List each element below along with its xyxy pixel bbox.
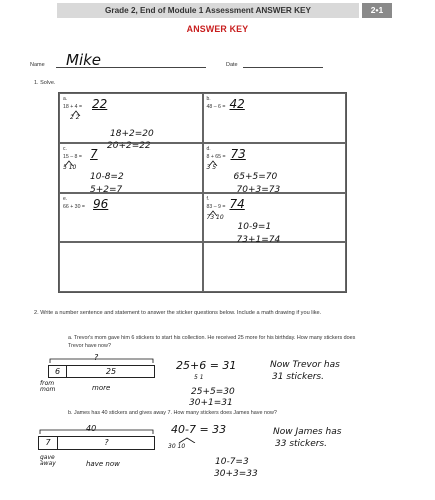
problem-cell-b	[203, 93, 347, 143]
tape-label: have now	[86, 460, 120, 468]
split-numbers: 5 1	[194, 374, 204, 381]
cell-answer: 73	[230, 146, 246, 161]
work-line: 10-7=3	[215, 457, 249, 467]
cell-answer: 96	[93, 196, 109, 211]
work-line: 30+3=33	[214, 469, 258, 479]
tape-part: 25	[105, 367, 117, 376]
tape-total: ?	[94, 353, 99, 362]
tape-diagram-a	[48, 365, 155, 378]
tape-label: from mom	[40, 380, 56, 393]
tape-diagram-b	[38, 436, 155, 450]
equation: 40-7 = 33	[171, 423, 227, 436]
tape-bracket	[38, 427, 158, 435]
tape-label: more	[92, 384, 111, 392]
cell-answer: 42	[229, 97, 245, 111]
problem-cell-c	[59, 143, 203, 193]
cell-answer: 7	[90, 146, 98, 161]
cell-problem: 66 + 30 =	[63, 203, 85, 210]
cell-answer: 74	[229, 196, 245, 211]
problem-cell-f	[203, 193, 347, 243]
tape-label: gave away	[40, 454, 56, 467]
cell-problem: 18 + 4 =	[63, 104, 83, 110]
cell-answer: 22	[92, 97, 108, 111]
empty-cell	[203, 242, 347, 292]
name-value: Mike	[66, 51, 102, 69]
cell-letter: c.	[63, 145, 67, 152]
cell-letter: b.	[206, 96, 211, 102]
split-numbers: 30 10	[168, 443, 186, 450]
split-numbers: 3 5	[206, 163, 217, 171]
tape-bracket	[48, 356, 158, 364]
tape-total: 40	[86, 424, 97, 433]
date-field[interactable]	[243, 67, 323, 68]
work-line: 18+2=20	[110, 129, 154, 139]
date-label: Date	[226, 62, 238, 68]
work-line: 25+5=30	[191, 387, 235, 397]
statement-line: 33 stickers.	[275, 439, 327, 449]
work-line: 10-9=1	[237, 221, 272, 232]
tape-part: 6	[49, 366, 67, 377]
split-numbers: 2 2	[70, 114, 80, 121]
work-line: 65+5=70	[233, 171, 278, 182]
problem-grid	[58, 92, 347, 293]
work-line: 5+2=7	[90, 184, 123, 195]
empty-cell	[59, 242, 203, 292]
cell-letter: a.	[63, 96, 68, 102]
module-badge: 2•1	[362, 3, 392, 18]
cell-letter: f.	[206, 195, 210, 202]
cell-problem: 8 + 65 =	[206, 153, 226, 160]
cell-problem: 83 – 9 =	[206, 203, 226, 210]
problem-cell-a	[59, 93, 203, 151]
split-numbers: 73 10	[206, 213, 224, 221]
answer-key-heading: ANSWER KEY	[186, 24, 249, 34]
statement-line: Now Trevor has	[270, 360, 340, 370]
question-1-label: 1. Solve.	[34, 80, 56, 86]
question-2b-text: b. James has 40 stickers and gives away 7. How many stickers does James have now?	[68, 410, 277, 416]
work-line: 20+2=22	[107, 141, 151, 151]
cell-letter: d.	[206, 145, 211, 152]
problem-cell-d	[203, 143, 347, 193]
cell-problem: 48 – 6 =	[206, 104, 226, 110]
header-title: Grade 2, End of Module 1 Assessment ANSWER KEY	[57, 3, 359, 18]
problem-cell-e	[59, 193, 203, 243]
work-line: 73+1=74	[236, 234, 281, 245]
equation: 25+6 = 31	[176, 359, 237, 372]
tape-part: 7	[39, 437, 58, 449]
question-2-prompt: 2. Write a number sentence and statement to answer the sticker questions below. Include a math drawing if you like.	[34, 310, 322, 316]
cell-letter: e.	[63, 195, 68, 202]
question-2a-text: a. Trevor's mom gave him 6 stickers to start his collection. He received 25 more for his birthday. How many stickers does Trevor have now?	[68, 335, 356, 349]
work-line: 70+3=73	[236, 184, 281, 195]
split-numbers: 5 10	[63, 163, 77, 171]
work-line: 30+1=31	[189, 398, 233, 408]
cell-problem: 15 – 8 =	[63, 153, 82, 160]
tape-part: ?	[104, 438, 109, 447]
name-label: Name	[30, 62, 45, 68]
statement-line: Now James has	[273, 427, 342, 437]
statement-line: 31 stickers.	[272, 372, 324, 382]
work-line: 10-8=2	[90, 171, 124, 182]
